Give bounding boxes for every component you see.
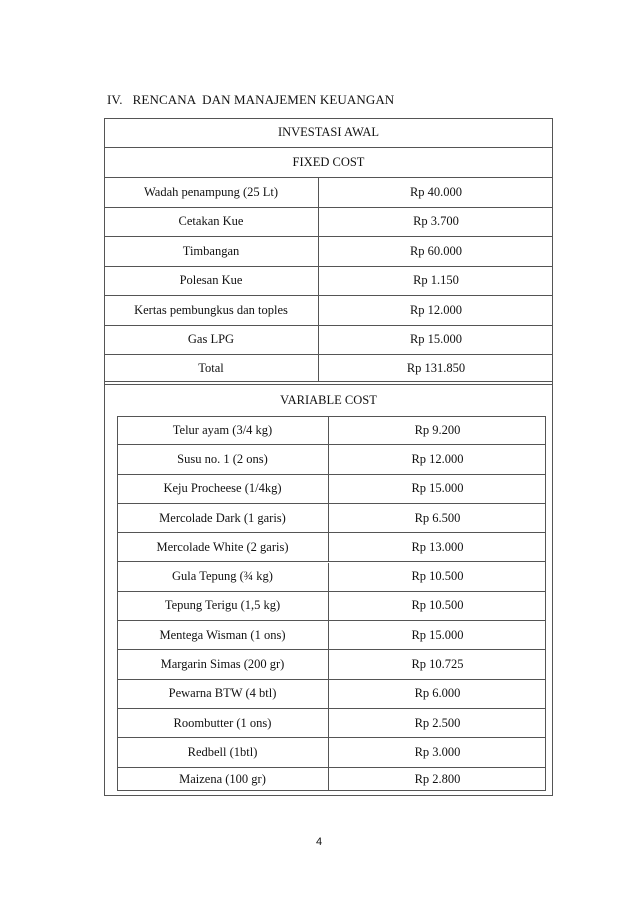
variable-cost-value: Rp 2.800 <box>414 771 461 786</box>
total-label: Total <box>104 355 319 382</box>
variable-cost-value: Rp 10.725 <box>411 657 464 672</box>
fixed-cost-value: Rp 12.000 <box>409 302 463 317</box>
table-row <box>117 592 546 621</box>
fixed-cost-item: Timbangan <box>104 237 319 266</box>
variable-cost-value: Rp 3.000 <box>414 744 461 759</box>
table-row <box>104 208 553 238</box>
table-row <box>117 475 546 504</box>
variable-cost-item: Maizena (100 gr) <box>117 768 329 791</box>
variable-cost-value: Rp 12.000 <box>411 451 464 466</box>
table-row <box>117 650 546 679</box>
variable-cost-item: Pewarna BTW (4 btl) <box>117 680 329 708</box>
variable-cost-item: Mentega Wisman (1 ons) <box>117 621 329 649</box>
table-row <box>117 416 546 445</box>
table-row <box>117 709 546 738</box>
section-heading: IV. RENCANA DAN MANAJEMEN KEUANGAN <box>107 92 395 107</box>
variable-cost-item: Keju Procheese (1/4kg) <box>117 475 329 503</box>
variable-cost-item: Mercolade Dark (1 garis) <box>117 504 329 532</box>
variable-cost-item: Mercolade White (2 garis) <box>117 533 329 561</box>
table-row <box>104 237 553 267</box>
table-row <box>117 621 546 650</box>
fixed-cost-item: Polesan Kue <box>104 267 319 296</box>
variable-cost-value: Rp 10.500 <box>411 569 464 584</box>
variable-cost-value: Rp 15.000 <box>411 481 464 496</box>
fixed-cost-value: Rp 3.700 <box>413 214 459 229</box>
variable-cost-value: Rp 6.000 <box>414 686 461 701</box>
variable-cost-value: Rp 10.500 <box>411 598 464 613</box>
variable-cost-value: Rp 9.200 <box>414 422 461 437</box>
fixed-cost-item: Cetakan Kue <box>104 208 319 237</box>
variable-cost-item: Telur ayam (3/4 kg) <box>117 416 329 444</box>
table-row <box>104 267 553 297</box>
variable-cost-item: Margarin Simas (200 gr) <box>117 650 329 678</box>
variable-cost-value: Rp 2.500 <box>414 715 461 730</box>
table-row <box>117 504 546 533</box>
table-row <box>117 533 546 562</box>
fixed-cost-item: Wadah penampung (25 Lt) <box>104 178 319 207</box>
table-row <box>104 178 553 208</box>
table-title: INVESTASI AWAL <box>104 118 553 148</box>
table-row <box>117 445 546 474</box>
total-row <box>104 355 553 382</box>
page-number: 4 <box>315 836 323 848</box>
variable-cost-value: Rp 6.500 <box>414 510 461 525</box>
table-row <box>117 563 546 592</box>
fixed-cost-value: Rp 40.000 <box>409 184 463 199</box>
variable-cost-item: Tepung Terigu (1,5 kg) <box>117 592 329 620</box>
table-row <box>117 738 546 767</box>
fixed-cost-value: Rp 1.150 <box>413 273 459 288</box>
total-value: Rp 131.850 <box>406 361 466 375</box>
variable-cost-value: Rp 13.000 <box>411 539 464 554</box>
table-row <box>104 326 553 356</box>
table-row <box>104 296 553 326</box>
table-row <box>117 680 546 709</box>
fixed-cost-value: Rp 15.000 <box>409 332 463 347</box>
fixed-cost-item: Kertas pembungkus dan toples <box>104 296 319 325</box>
fixed-cost-value: Rp 60.000 <box>409 243 463 258</box>
variable-cost-heading: VARIABLE COST <box>280 392 377 407</box>
table-row <box>117 768 546 791</box>
variable-cost-item: Susu no. 1 (2 ons) <box>117 445 329 473</box>
variable-cost-value: Rp 15.000 <box>411 627 464 642</box>
variable-cost-item: Roombutter (1 ons) <box>117 709 329 737</box>
variable-cost-item: Redbell (1btl) <box>117 738 329 766</box>
fixed-cost-item: Gas LPG <box>104 326 319 355</box>
fixed-cost-heading: FIXED COST <box>104 148 553 178</box>
variable-cost-item: Gula Tepung (¾ kg) <box>117 563 329 591</box>
